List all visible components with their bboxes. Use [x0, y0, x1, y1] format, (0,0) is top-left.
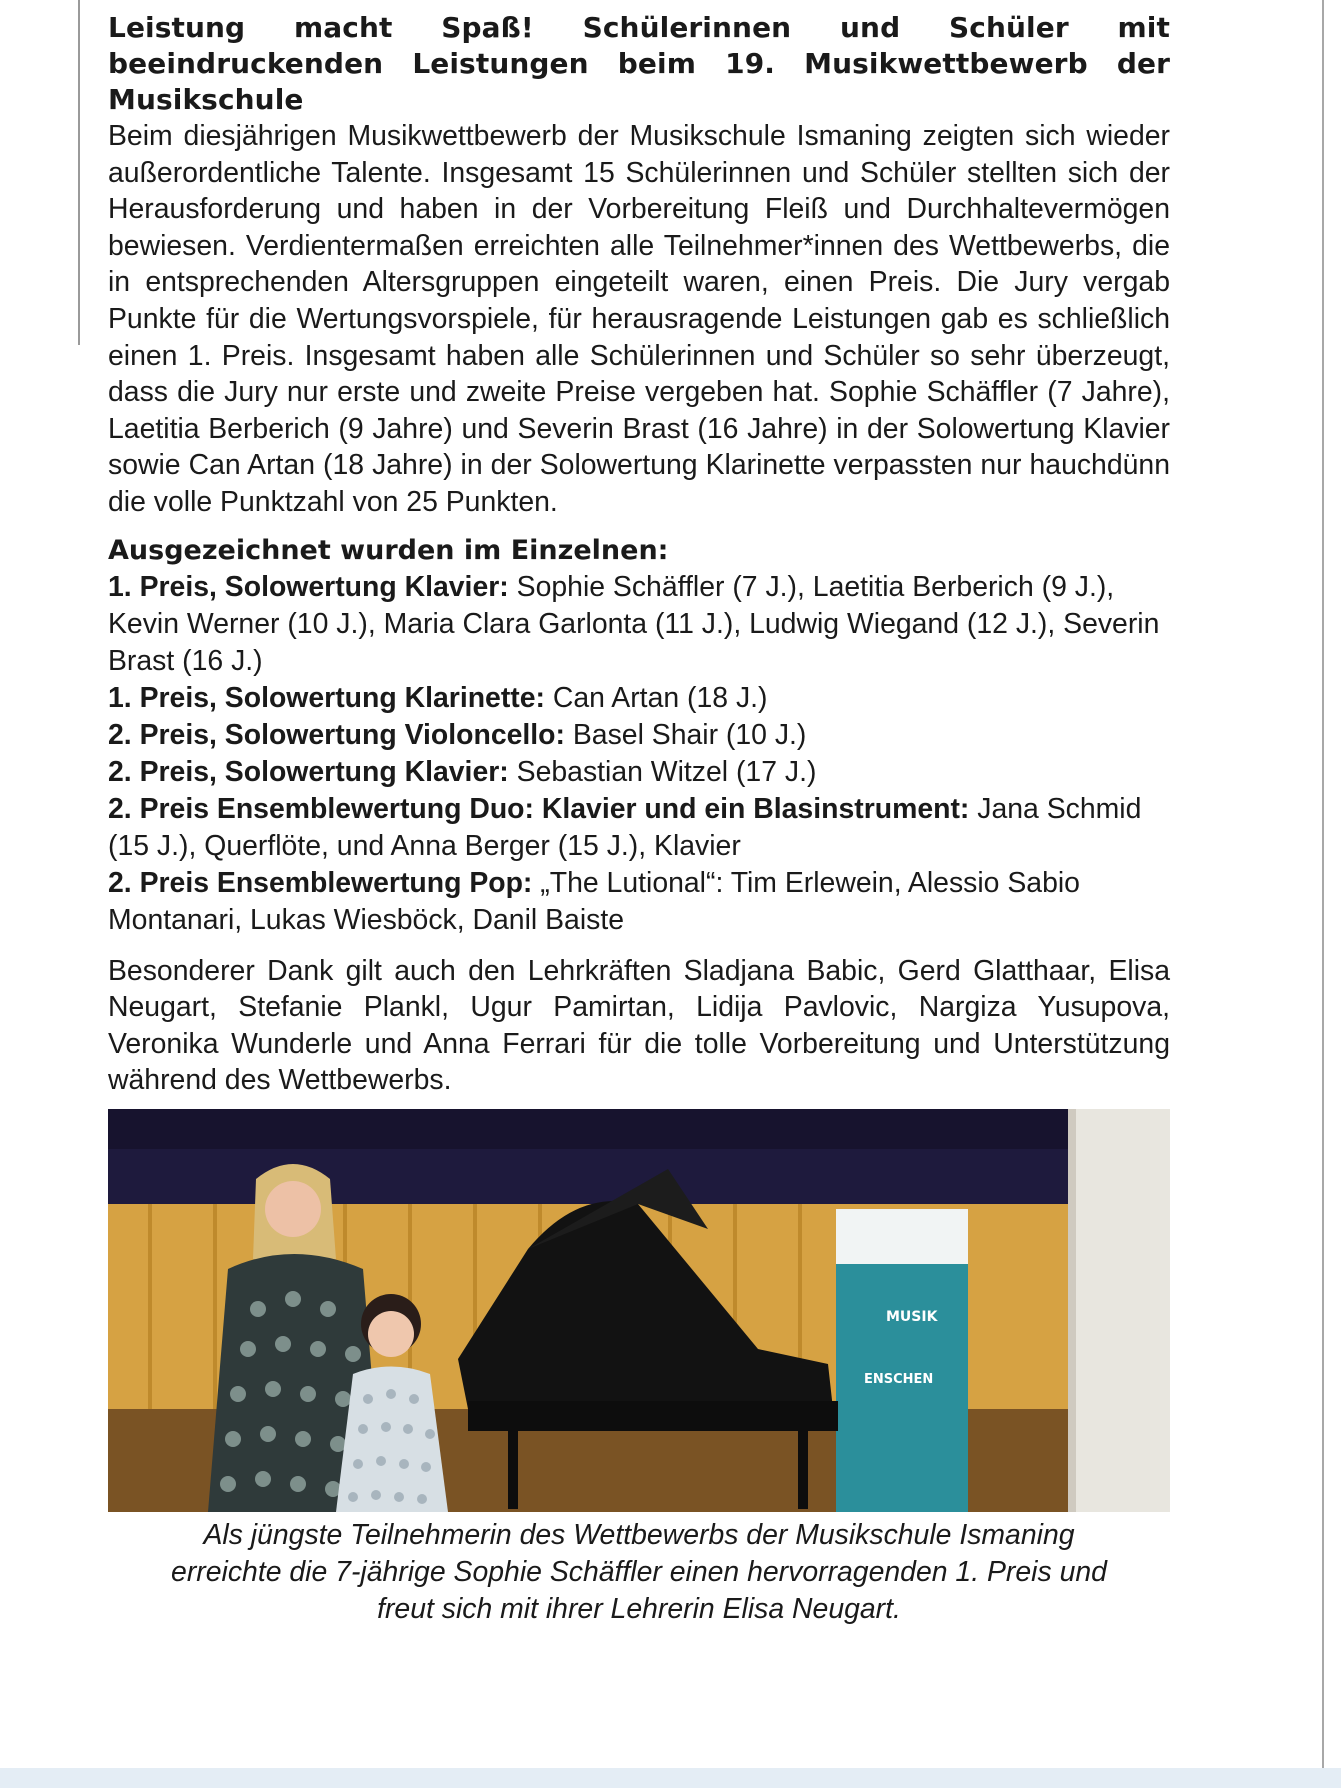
award-winners: Can Artan (18 J.)	[545, 681, 768, 714]
award-winners: „The Lutional“: Tim Erlewein, Alessio Sabio Montanari, Lukas Wiesböck, Danil Baiste	[108, 866, 1080, 936]
banner-text-musik: MUSIK	[886, 1309, 938, 1325]
award-item	[108, 791, 1170, 865]
award-winners: Sebastian Witzel (17 J.)	[508, 755, 817, 788]
article-intro: Beim diesjährigen Musikwettbewerb der Musikschule Ismaning zeigten sich wieder außerordentliche Talente. Insgesamt 15 Schülerinnen und Schüler stellten sich der Herausforderung und haben in der Vorbereitung Fleiß und Durchhaltevermögen bewiesen. Verdientermaßen erreichten alle Teilnehmer*innen des Wettbewerbs, die in entsprechenden Altersgruppen eingeteilt waren, einen Preis. Die Jury vergab Punkte für die Wertungsvorspiele, für herausragende Leistungen gab es schließlich einen 1. Preis. Insgesamt haben alle Schülerinnen und Schüler so sehr überzeugt, dass die Jury nur erste und zweite Preise vergeben hat. Sophie Schäffler (7 Jahre), Laetitia Berberich (9 Jahre) und Severin Brast (16 Jahre) in der Solowertung Klavier sowie Can Artan (18 Jahre) in der Solowertung Klarinette verpassten nur hauchdünn die volle Punktzahl von 25 Punkten.	[108, 120, 1170, 518]
award-winners: Basel Shair (10 J.)	[564, 718, 807, 751]
scan-bottom-band	[0, 1768, 1341, 1788]
award-category: 2. Preis Ensemblewertung Pop:	[108, 866, 533, 899]
awards-list	[108, 569, 1170, 939]
award-winners: Sophie Schäffler (7 J.), Laetitia Berberich (9 J.), Kevin Werner (10 J.), Maria Clara Garlonta (11 J.), Ludwig Wiegand (12 J.), Severin Brast (16 J.)	[108, 570, 1160, 677]
article-headline: Leistung macht Spaß! Schülerinnen und Schüler mit beeindruckenden Leistungen beim 19. Musikwettbewerb der Musikschule	[108, 11, 1170, 116]
page-margin-line-right	[1322, 0, 1324, 1788]
award-category: 2. Preis, Solowertung Violoncello:	[108, 718, 565, 751]
award-item	[108, 717, 1170, 754]
award-item	[108, 569, 1170, 680]
child-dress	[336, 1367, 448, 1513]
award-category: 1. Preis, Solowertung Klarinette:	[108, 681, 545, 714]
caption-line-2: erreichte die 7-jährige Sophie Schäffler einen hervorragenden 1. Preis und	[171, 1556, 1107, 1588]
photo-caption	[108, 1517, 1170, 1628]
caption-line-3: freut sich mit ihrer Lehrerin Elisa Neugart.	[377, 1593, 901, 1625]
award-category: 1. Preis, Solowertung Klavier:	[108, 570, 509, 603]
award-item	[108, 680, 1170, 717]
thanks-paragraph: Besonderer Dank gilt auch den Lehrkräften Sladjana Babic, Gerd Glatthaar, Elisa Neugart, Stefanie Plankl, Ugur Pamirtan, Lidija Pavlovic, Nargiza Yusupova, Veronika Wunderle und Anna Ferrari für die tolle Vorbereitung und Unterstützung während des Wettbewerbs.	[108, 954, 1170, 1097]
photo-illustration	[108, 1109, 1170, 1512]
award-category: 2. Preis Ensemblewertung Duo: Klavier und ein Blasinstrument:	[108, 792, 970, 825]
award-item	[108, 865, 1170, 939]
banner-text-menschen: ENSCHEN	[864, 1372, 934, 1387]
caption-line-1: Als jüngste Teilnehmerin des Wettbewerbs der Musikschule Ismaning	[203, 1519, 1075, 1551]
award-category: 2. Preis, Solowertung Klavier:	[108, 755, 509, 788]
article	[108, 10, 1170, 1099]
award-item	[108, 754, 1170, 791]
article-photo	[108, 1109, 1170, 1512]
awards-heading: Ausgezeichnet wurden im Einzelnen:	[108, 534, 669, 566]
award-winners: Jana Schmid (15 J.), Querflöte, und Anna Berger (15 J.), Klavier	[108, 792, 1142, 862]
page-margin-line-left	[78, 0, 80, 345]
